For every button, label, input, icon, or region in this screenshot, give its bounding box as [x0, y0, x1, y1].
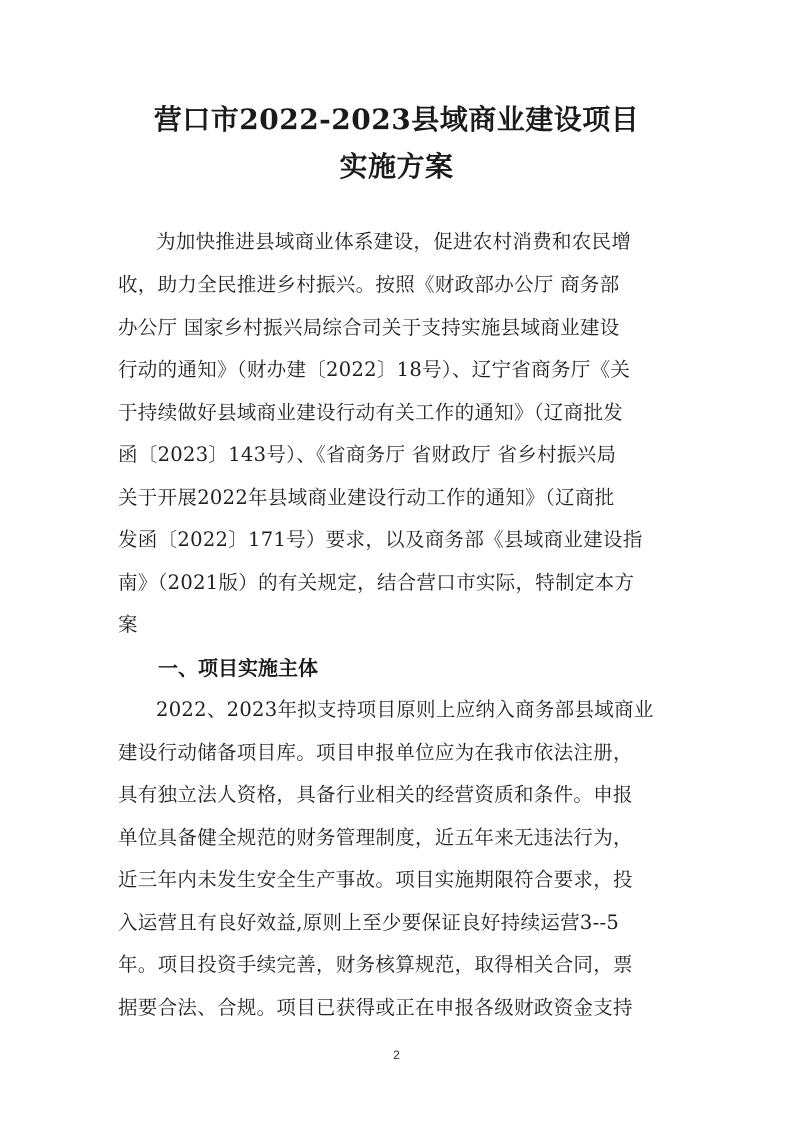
intro-line: 发函〔2022〕171号）要求，以及商务部《县域商业建设指 — [118, 528, 643, 551]
section-heading: 一、项目实施主体 — [158, 656, 318, 680]
section-line: 建设行动储备项目库。项目申报单位应为在我市依法注册， — [118, 741, 633, 764]
intro-line: 于持续做好县域商业建设行动有关工作的通知》（辽商批发 — [118, 401, 624, 424]
section-line: 据要合法、合规。项目已获得或正在申报各级财政资金支持 — [118, 996, 633, 1019]
section-line: 单位具备健全规范的财务管理制度，近五年来无违法行为， — [118, 826, 633, 849]
intro-line: 关于开展2022年县域商业建设行动工作的通知》（辽商批 — [118, 486, 615, 509]
section-line: 近三年内未发生安全生产事故。项目实施期限符合要求，投 — [118, 868, 633, 891]
intro-line: 南》（2021版）的有关规定，结合营口市实际，特制定本方 — [118, 571, 635, 594]
section-line: 入运营且有良好效益,原则上至少要保证良好持续运营3--5 — [118, 911, 620, 934]
document-title-line-1: 营口市2022-2023县域商业建设项目 — [153, 103, 640, 136]
intro-line: 办公厅 国家乡村振兴局综合司关于支持实施县域商业建设 — [118, 316, 620, 339]
page-number: 2 — [393, 1048, 400, 1062]
intro-line: 函〔2023〕143号）、《省商务厅 省财政厅 省乡村振兴局 — [118, 443, 617, 466]
intro-line: 收，助力全民推进乡村振兴。按照《财政部办公厅 商务部 — [118, 273, 620, 296]
intro-line: 案 — [118, 613, 138, 636]
section-line: 具有独立法人资格，具备行业相关的经营资质和条件。申报 — [118, 783, 633, 806]
section-line: 2022、2023年拟支持项目原则上应纳入商务部县域商业 — [156, 698, 654, 721]
section-line: 年。项目投资手续完善，财务核算规范，取得相关合同，票 — [118, 953, 633, 976]
intro-line: 行动的通知》（财办建〔2022〕18号）、辽宁省商务厅《关 — [118, 358, 631, 381]
document-title-line-2: 实施方案 — [339, 150, 454, 183]
intro-line: 为加快推进县域商业体系建设，促进农村消费和农民增 — [156, 230, 632, 253]
